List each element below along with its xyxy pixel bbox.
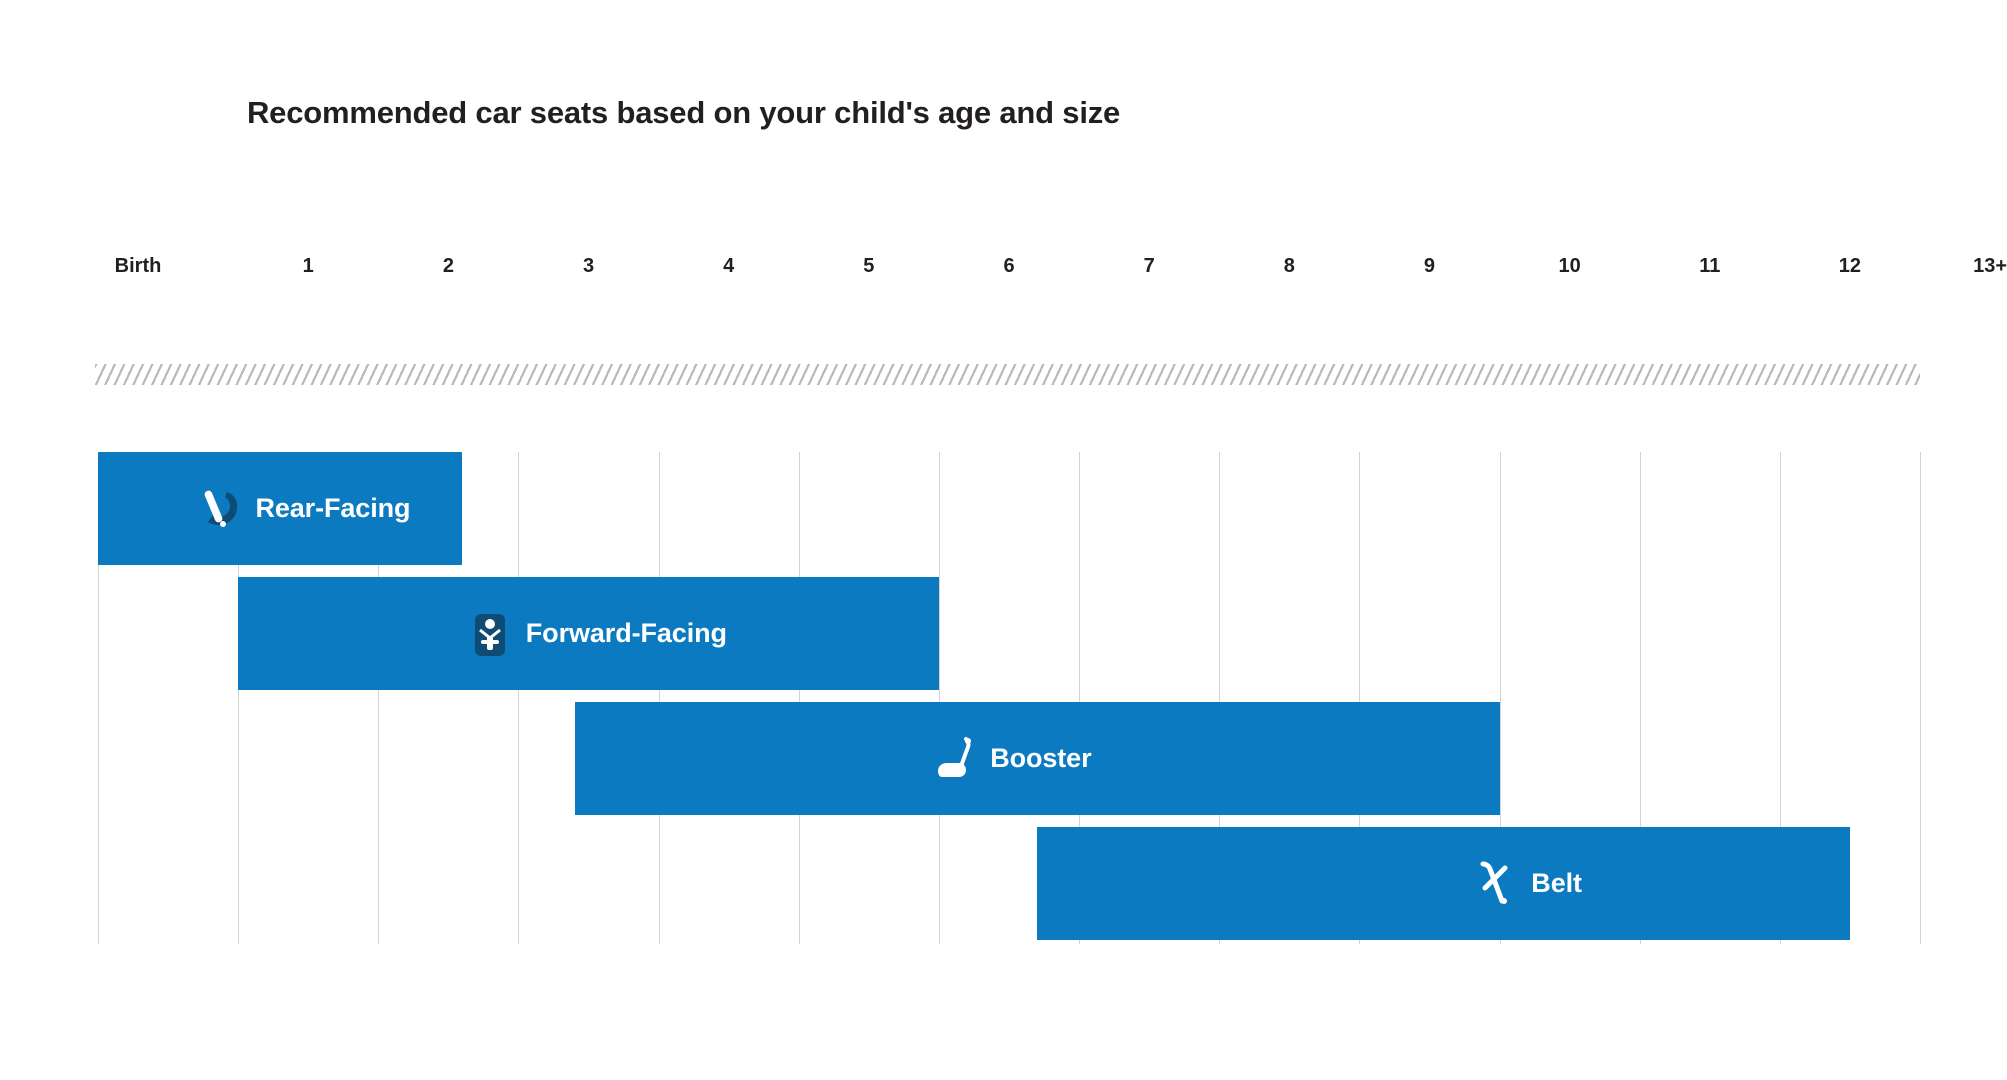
axis-tick-label: 12 [1838, 255, 1862, 277]
axis-tick-label: 11 [1699, 255, 1721, 277]
bar-label: Belt [1531, 868, 1582, 898]
rear-facing-car-seat-icon [193, 483, 245, 535]
gridline [1920, 452, 1921, 944]
bar-content [464, 608, 727, 660]
axis-tick-label: 10 [1558, 255, 1581, 277]
axis-tick-label: 9 [1423, 255, 1436, 277]
plot-area [98, 452, 1920, 944]
bar-label: Rear-Facing [255, 493, 411, 523]
gridline [939, 452, 940, 944]
axis-tick-label: 8 [1283, 255, 1295, 277]
bar-label: Booster [990, 743, 1092, 773]
bar-label: Forward-Facing [525, 618, 727, 648]
bar-forward[interactable] [238, 577, 939, 690]
axis-tick-label: 2 [442, 255, 454, 277]
axis-tick-label: 13+ [1973, 255, 2007, 277]
axis-tick-label: 6 [1003, 255, 1015, 277]
axis-tick-label: Birth [114, 255, 162, 277]
bar-rear[interactable] [98, 452, 462, 565]
seat-belt-icon [1469, 858, 1521, 910]
bar-belt[interactable] [1037, 827, 1850, 940]
forward-facing-car-seat-icon [464, 608, 516, 660]
gridline [659, 452, 660, 944]
hatched-divider [95, 364, 1920, 385]
axis-tick-label: 4 [723, 255, 735, 277]
bar-booster[interactable] [575, 702, 1500, 815]
axis-tick-label: 3 [582, 255, 595, 277]
gridline [799, 452, 800, 944]
booster-seat-icon [928, 733, 980, 785]
gridline [518, 452, 519, 944]
chart-title: Recommended car seats based on your child's age and size [247, 95, 1121, 130]
axis-tick-label: 7 [1143, 255, 1155, 277]
bar-content [193, 483, 410, 535]
bar-content [928, 733, 1091, 785]
age-axis-labels [0, 255, 2007, 287]
axis-tick-label: 1 [302, 255, 314, 277]
axis-tick-label: 5 [863, 255, 875, 277]
bar-content [1469, 858, 1582, 910]
